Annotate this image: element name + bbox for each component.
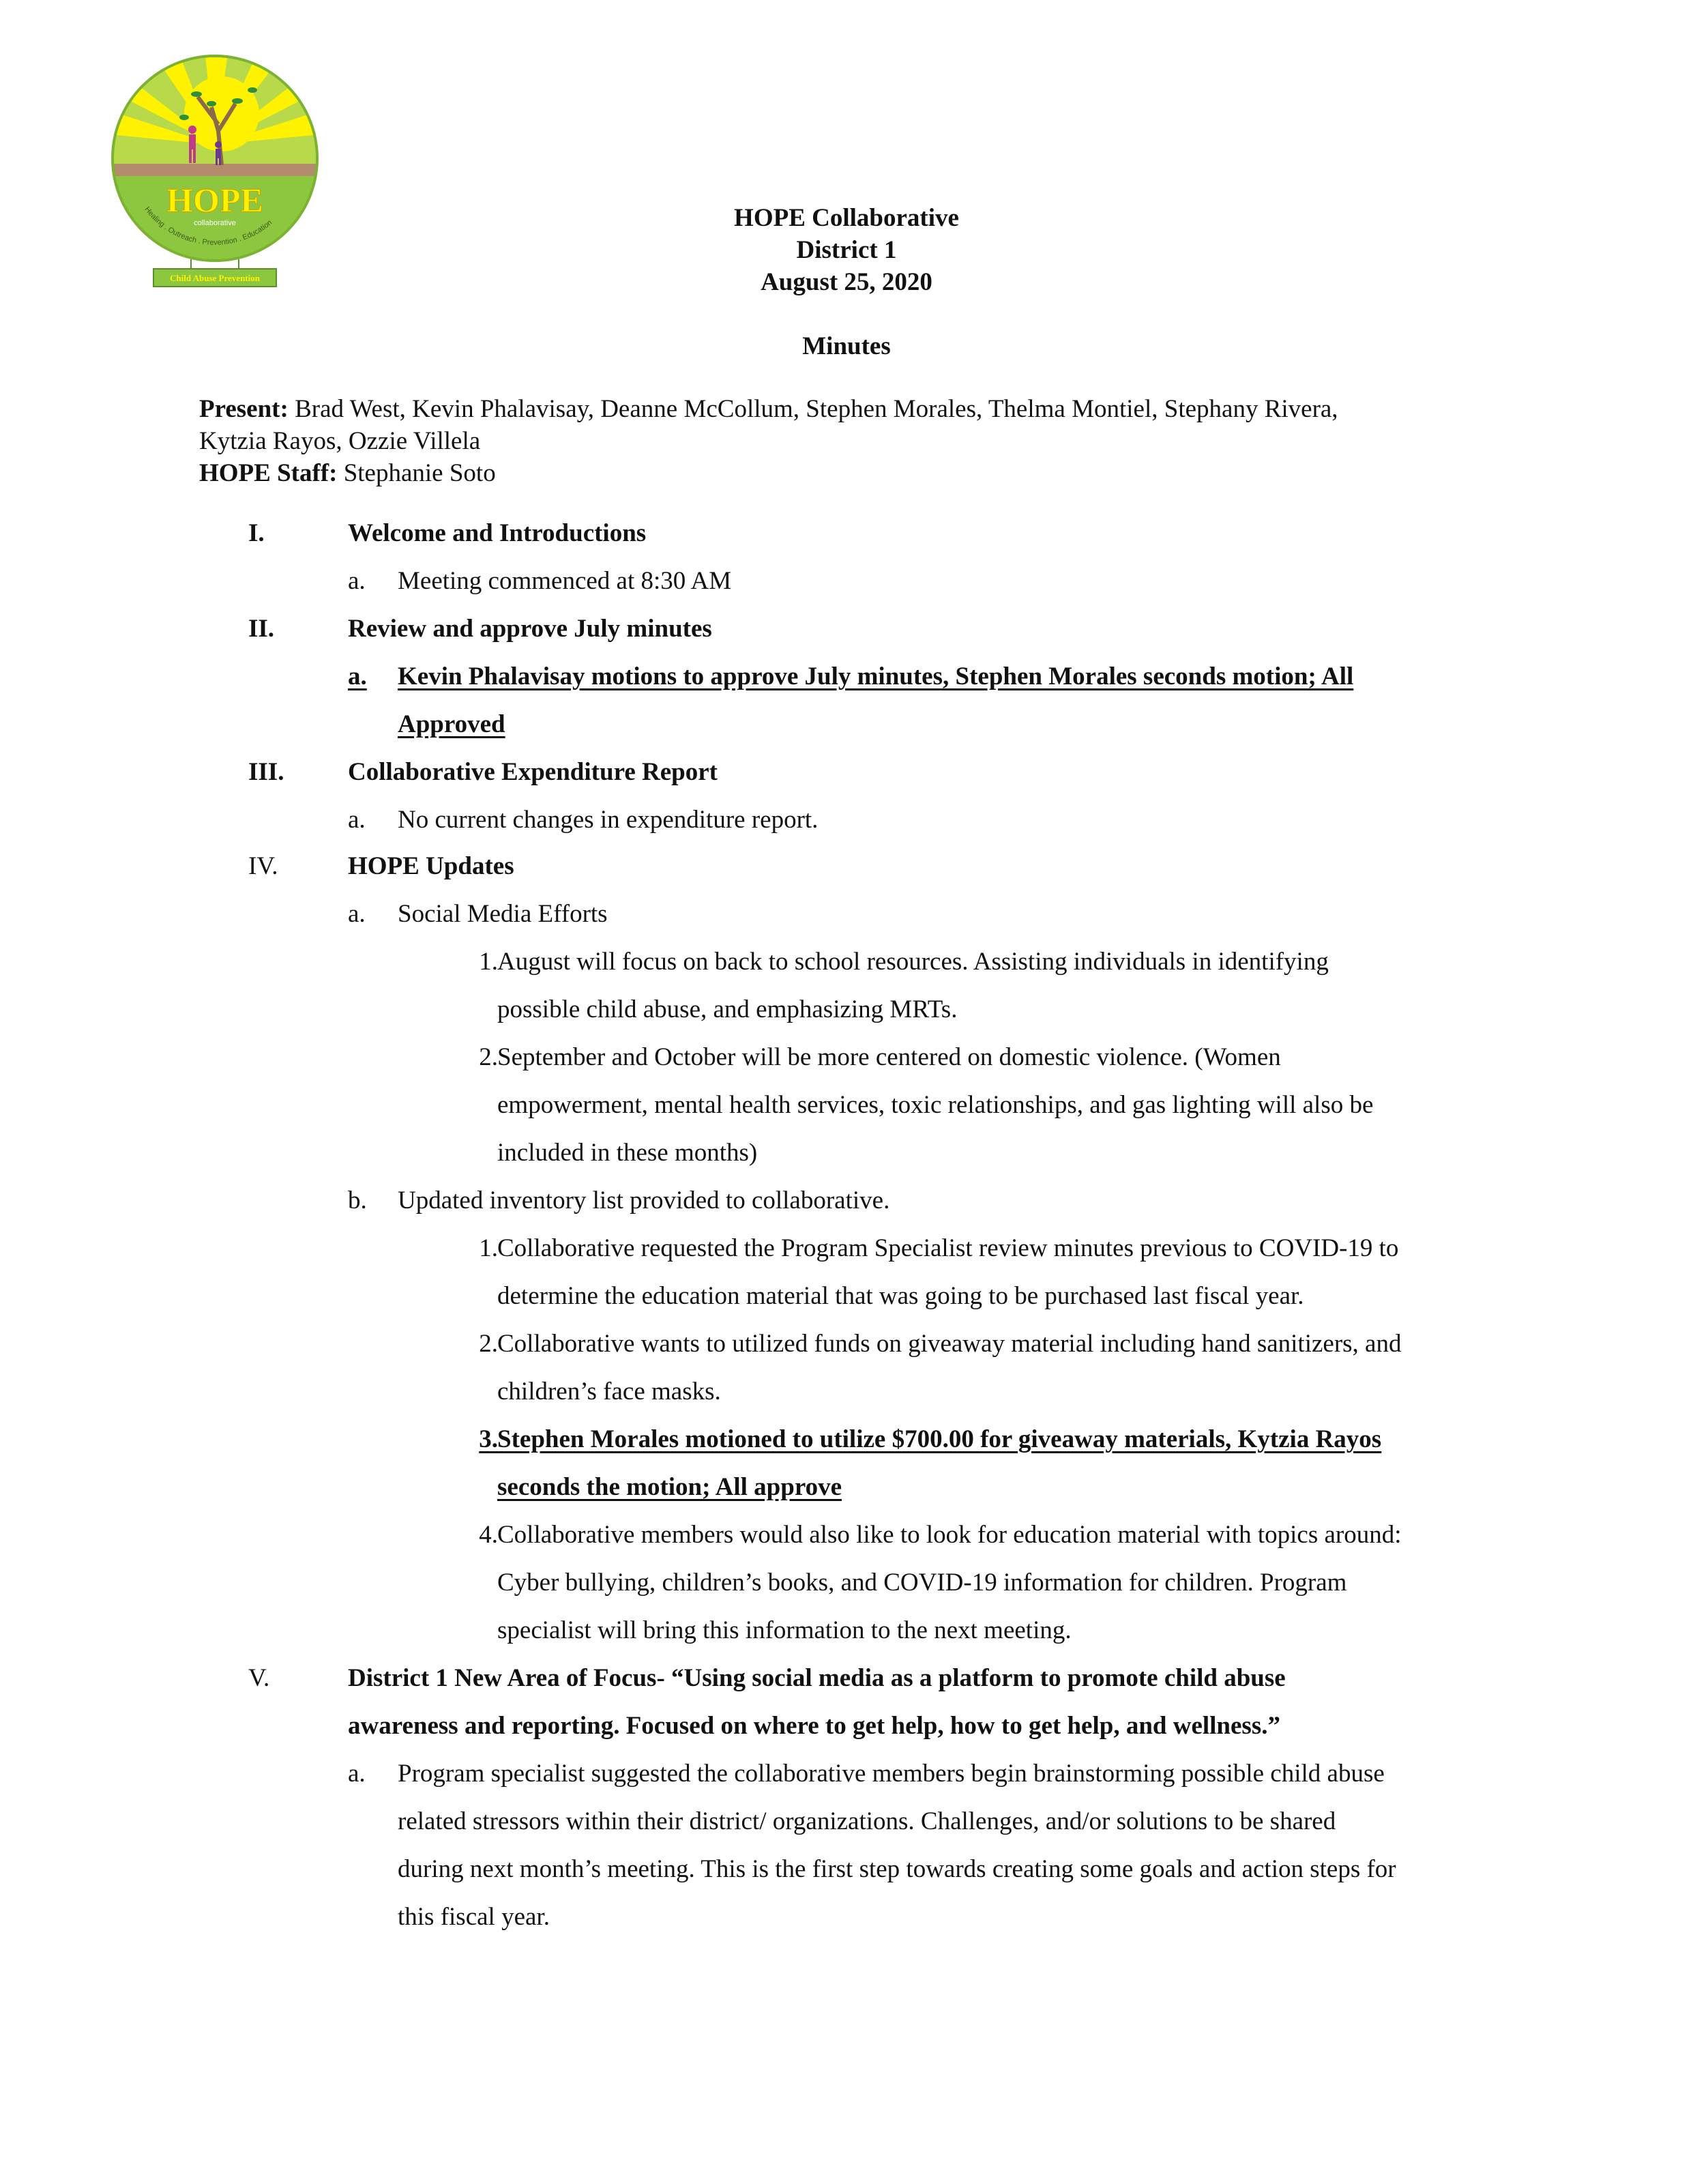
item-letter: a. xyxy=(348,806,366,834)
sub-text: children’s face masks. xyxy=(497,1378,721,1406)
attendance xyxy=(199,393,1495,489)
logo-banner: Child Abuse Prevention xyxy=(170,273,260,283)
present-names-cont: Kytzia Rayos, Ozzie Villela xyxy=(199,427,481,455)
item-text: related stressors within their district/ organizations. Challenges, and/or solutions to be shared xyxy=(398,1807,1336,1835)
item-letter: a. xyxy=(348,567,366,595)
section-numeral: II. xyxy=(248,615,275,643)
sub-text: Cyber bullying, children’s books, and COVID-19 information for children. Program xyxy=(497,1569,1347,1597)
logo-subtitle: collaborative xyxy=(194,219,236,227)
section-title: Collaborative Expenditure Report xyxy=(348,758,718,786)
sub-text: September and October will be more centered on domestic violence. (Women xyxy=(497,1043,1281,1071)
present-names: Brad West, Kevin Phalavisay, Deanne McCollum, Stephen Morales, Thelma Montiel, Stephany Rivera, xyxy=(288,395,1338,423)
section-title-cont: awareness and reporting. Focused on where to get help, how to get help, and wellness.” xyxy=(348,1712,1280,1740)
present-label: Present: xyxy=(199,395,289,423)
item-letter: a. xyxy=(348,900,366,928)
district-name: District 1 xyxy=(796,236,897,264)
sub-text: Collaborative requested the Program Specialist review minutes previous to COVID-19 to xyxy=(497,1234,1399,1262)
sub-text: empowerment, mental health services, toxic relationships, and gas lighting will also be xyxy=(497,1091,1374,1119)
item-letter: a. xyxy=(348,663,367,690)
item-text: Social Media Efforts xyxy=(398,900,608,928)
item-letter: a. xyxy=(348,1760,366,1788)
meeting-date: August 25, 2020 xyxy=(761,268,932,296)
item-text: Meeting commenced at 8:30 AM xyxy=(398,567,732,595)
sub-text: Collaborative wants to utilized funds on giveaway material including hand sanitizers, and xyxy=(497,1330,1402,1358)
motion-text: Kevin Phalavisay motions to approve July minutes, Stephen Morales seconds motion; All xyxy=(398,663,1354,690)
motion-text-cont: Approved xyxy=(398,710,505,738)
section-title: Welcome and Introductions xyxy=(348,519,647,547)
sub-text: Collaborative members would also like to look for education material with topics around: xyxy=(497,1521,1402,1549)
section-numeral: IV. xyxy=(248,852,278,880)
staff-line xyxy=(199,457,1495,489)
section-numeral: I. xyxy=(248,519,265,547)
sub-number: 3. xyxy=(479,1425,498,1453)
sub-number: 2. xyxy=(479,1043,498,1071)
sub-number: 1. xyxy=(479,1234,498,1262)
sub-text: August will focus on back to school resources. Assisting individuals in identifying xyxy=(497,948,1329,976)
staff-label: HOPE Staff: xyxy=(199,459,338,487)
present-line xyxy=(199,393,1495,425)
item-text: No current changes in expenditure report. xyxy=(398,806,819,834)
logo-title: HOPE xyxy=(166,181,263,219)
document-title: Minutes xyxy=(802,332,891,360)
sub-number: 1. xyxy=(479,948,498,976)
section-numeral: III. xyxy=(248,758,284,786)
sub-text: possible child abuse, and emphasizing MRTs. xyxy=(497,995,958,1023)
section-title: HOPE Updates xyxy=(348,852,514,880)
section-title: District 1 New Area of Focus- “Using social media as a platform to promote child abuse xyxy=(348,1664,1286,1692)
motion-text: Stephen Morales motioned to utilize $700.00 for giveaway materials, Kytzia Rayos xyxy=(497,1425,1382,1453)
sub-text: included in these months) xyxy=(497,1139,758,1167)
sub-number: 4. xyxy=(479,1521,498,1549)
item-letter: b. xyxy=(348,1186,367,1214)
sub-text: determine the education material that was going to be purchased last fiscal year. xyxy=(497,1282,1304,1310)
staff-names: Stephanie Soto xyxy=(337,459,496,487)
item-text: Updated inventory list provided to collaborative. xyxy=(398,1186,890,1214)
sub-text: specialist will bring this information to the next meeting. xyxy=(497,1616,1072,1644)
sub-number: 2. xyxy=(479,1330,498,1358)
item-text: Program specialist suggested the collaborative members begin brainstorming possible child abuse xyxy=(398,1760,1385,1788)
section-numeral: V. xyxy=(248,1664,270,1692)
org-name: HOPE Collaborative xyxy=(734,204,959,232)
item-text: during next month’s meeting. This is the first step towards creating some goals and action steps for xyxy=(398,1855,1396,1883)
logo-ring-text: Healing . Outreach . Prevention . Education xyxy=(143,205,274,247)
motion-text-cont: seconds the motion; All approve xyxy=(497,1473,842,1501)
document-header xyxy=(0,202,1693,298)
item-text: this fiscal year. xyxy=(398,1903,550,1931)
section-title: Review and approve July minutes xyxy=(348,615,712,643)
